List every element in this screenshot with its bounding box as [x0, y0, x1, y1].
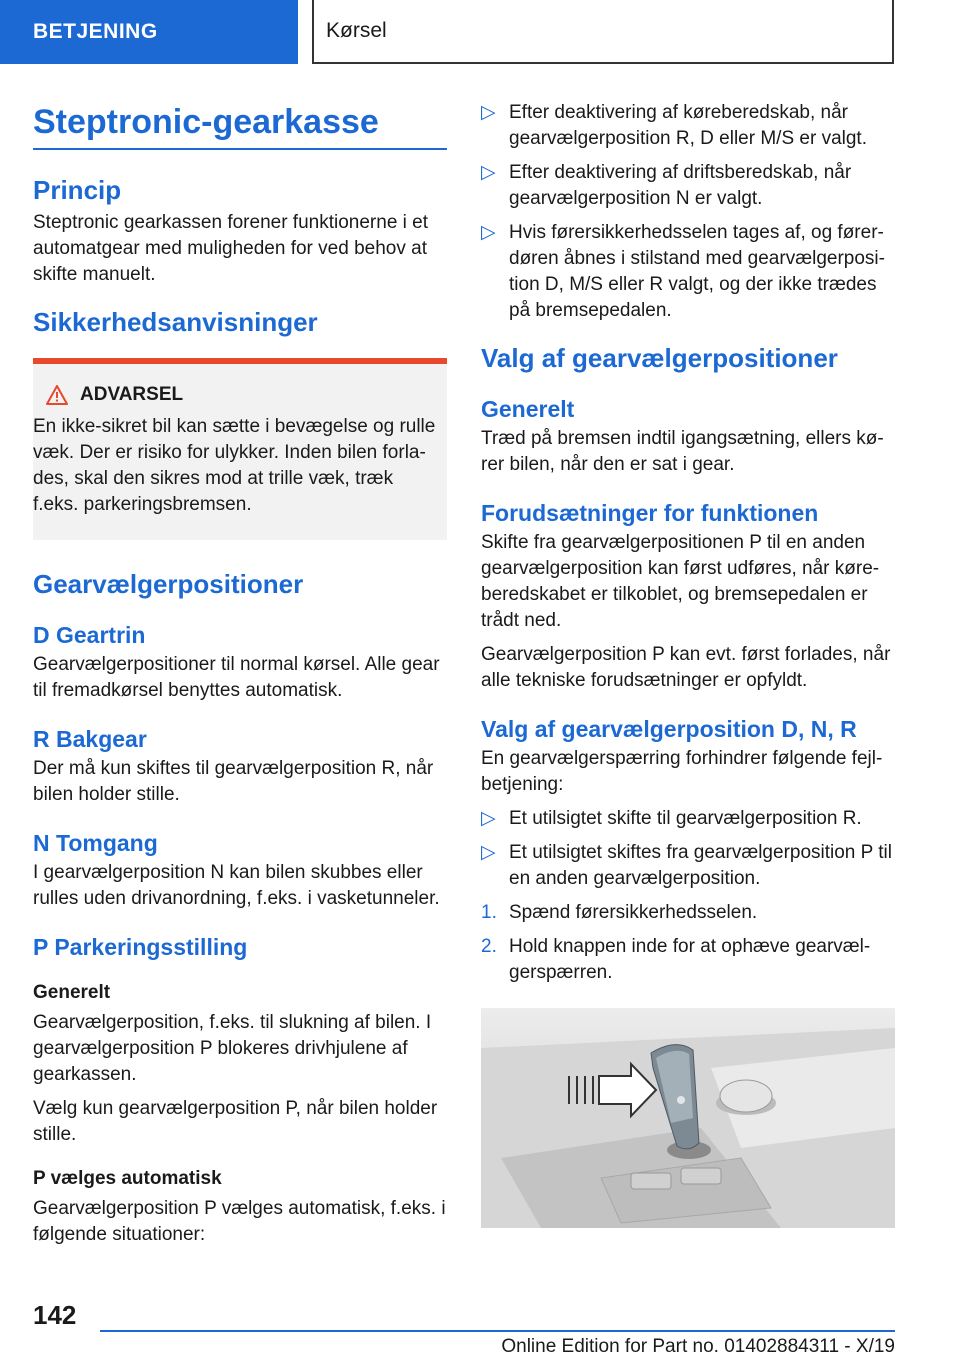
page-number: 142 [33, 1300, 77, 1330]
footer-divider [100, 1330, 895, 1332]
safety-heading: Sikkerhedsanvisninger [33, 307, 318, 337]
princip-heading: Princip [33, 175, 122, 205]
section-tab [0, 0, 298, 64]
right-generelt-heading: Generelt [481, 396, 575, 422]
left-column [33, 100, 447, 1256]
req-text-2: Gearvælgerposition P kan evt. først forlades, når alle tekniske forudsætninger er opfyldt. [481, 644, 891, 691]
dnr-text: En gearvælgerspærring forhindrer følgende fejlbetjening: [481, 748, 883, 795]
triangle-bullet-icon: ▷ [481, 842, 496, 863]
chapter-label: Kørsel [326, 19, 387, 42]
positions-heading: Gearvælgerpositioner [33, 569, 304, 599]
warning-header [33, 382, 441, 408]
d-text: Gearvælgerpositioner til normal kørsel. Alle gear til fremadkørsel benyttes automatisk. [33, 654, 440, 701]
generelt-text-1: Gearvælgerposition, f.eks. til slukning af bilen. I gearvælgerposition P blokeres drivhjulene af gearkassen. [33, 1012, 432, 1085]
n-heading: N Tomgang [33, 830, 158, 856]
right-generelt-text: Træd på bremsen indtil igangsætning, ellers kører bilen, når den er sat i gear. [481, 428, 884, 475]
list-item: ▷ Et utilsigtet skifte til gearvælgerposition R. [481, 806, 895, 832]
gear-selector-illustration [481, 1008, 895, 1228]
princip-text: Steptronic gearkassen forener funktionerne i et automatgear med muligheden for ved behov at skifte manuelt. [33, 212, 429, 285]
steps-list [481, 900, 895, 986]
gear-selector-drawing [481, 1008, 895, 1228]
list-item: ▷ Efter deaktivering af køreberedskab, når gearvælgerposition R, D eller M/S er valgt. [481, 102, 867, 149]
d-heading: D Geartrin [33, 622, 146, 648]
select-heading: Valg af gearvælgerpositioner [481, 343, 838, 373]
warning-triangle-icon [46, 385, 68, 405]
auto-heading: P vælges automatisk [33, 1168, 222, 1189]
warning-label: ADVARSEL [80, 384, 184, 405]
generelt-text-2: Vælg kun gearvælgerposition P, når bilen holder stille. [33, 1098, 438, 1145]
triangle-bullet-icon: ▷ [481, 162, 496, 183]
footer-edition: Online Edition for Part no. 01402884311 - X/19 [501, 1336, 895, 1357]
r-heading: R Bakgear [33, 726, 147, 752]
triangle-bullet-icon: ▷ [481, 808, 496, 829]
n-text: I gearvælgerposition N kan bilen skubbes eller rulles uden drivanordning, f.eks. i vasketunneler. [33, 862, 440, 909]
list-item: ▷ Hvis førersikkerhedsselen tages af, og førerdøren åbnes i stilstand med gearvælgerposition D, M/S eller R valgt, og der ikke trædes på bremsepedalen. [481, 222, 885, 321]
section-label: BETJENING [33, 20, 158, 43]
triangle-bullet-icon: ▷ [481, 222, 496, 243]
list-item: ▷ Et utilsigtet skiftes fra gearvælgerposition P til en anden gearvælgerposition. [481, 842, 892, 889]
triangle-bullet-icon: ▷ [481, 102, 496, 123]
right-column [481, 100, 895, 1228]
req-text-1: Skifte fra gearvælgerpositionen P til en anden gearvælgerposition kan først udføres, når køreberedskabet er tilkoblet, og bremsepedalen er trådt ned. [481, 532, 880, 631]
auto-list [481, 100, 895, 324]
step-item: 2. Hold knappen inde for at ophæve gearvælgerspærren. [481, 936, 871, 983]
warning-box [33, 358, 447, 540]
chapter-tab [312, 0, 894, 64]
warning-text: En ikke-sikret bil kan sætte i bevægelse og rulle væk. Der er risiko for ulykker. Inden bilen forlades, skal den sikres mod at trille væk, træk f.eks. parkeringsbremsen. [33, 416, 436, 515]
r-text: Der må kun skiftes til gearvælgerposition R, når bilen holder stille. [33, 758, 434, 805]
step-number: 1. [481, 902, 497, 923]
dnr-list [481, 806, 895, 892]
dnr-heading: Valg af gearvælgerposition D, N, R [481, 716, 857, 742]
p-heading: P Parkeringsstilling [33, 934, 248, 960]
generelt-heading: Generelt [33, 982, 111, 1003]
auto-text: Gearvælgerposition P vælges automatisk, f.eks. i følgende situationer: [33, 1198, 446, 1245]
list-item: ▷ Efter deaktivering af driftsberedskab, når gearvælgerposition N er valgt. [481, 162, 852, 209]
page-title: Steptronic-gearkasse [33, 100, 447, 150]
req-heading: Forudsætninger for funktionen [481, 500, 819, 526]
step-item: 1. Spænd førersikkerhedsselen. [481, 900, 895, 926]
step-number: 2. [481, 936, 497, 957]
